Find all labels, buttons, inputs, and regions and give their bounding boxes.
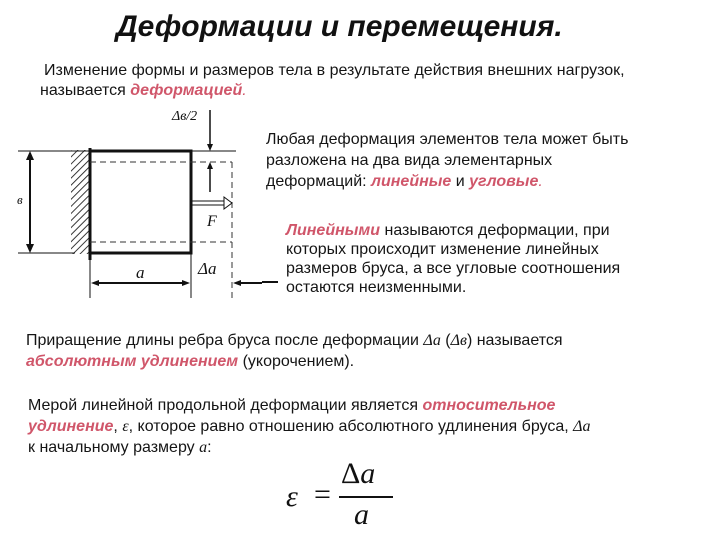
label-delta-b-half: Δв/2 [172, 109, 198, 124]
term-relative: относительное [422, 397, 556, 414]
wall-hatch [71, 150, 90, 254]
linear-line1-text: называются деформации, при [380, 222, 610, 239]
any-line-3 [266, 171, 628, 192]
increment-called: называется [472, 332, 563, 349]
term-absolute-elongation: абсолютным удлинением [26, 353, 239, 370]
delta-a-symbol: Δa [423, 332, 441, 349]
term-deformation: деформацией [130, 82, 243, 99]
measure-line2-text: , которое равно отношению абсолютного удлинения бруса, [128, 418, 574, 435]
any-period: . [538, 173, 543, 190]
increment-line-2 [26, 351, 563, 372]
label-b: в [17, 192, 23, 207]
any-line3-text: деформаций: [266, 173, 372, 190]
increment-line2-text: (укорочением). [238, 353, 355, 370]
linear-line-2: которых происходит изменение линейных [286, 241, 599, 258]
label-force-F: F [207, 213, 217, 230]
deformation-diagram [0, 100, 280, 300]
measure-comma: , [113, 418, 123, 435]
formula-denominator: a [354, 498, 369, 531]
measure-line-1 [28, 395, 591, 416]
a-symbol: a [199, 439, 208, 456]
formula-numerator [341, 457, 375, 491]
leader-line [262, 281, 278, 283]
any-line-1: Любая деформация элементов тела может быть [266, 131, 629, 148]
measure-colon: : [207, 439, 212, 456]
term-angular: угловые [469, 173, 539, 190]
term-linear-capital: Линейными [286, 222, 381, 239]
paren-open: ( [440, 332, 451, 349]
linear-line-1 [286, 221, 620, 240]
label-a: a [136, 263, 145, 282]
measure-line-2 [28, 416, 591, 437]
any-and: и [451, 173, 470, 190]
linear-line-4: остаются неизменными. [286, 279, 467, 296]
intro-line2-text: называется [40, 82, 131, 99]
formula-epsilon: ε [286, 480, 298, 513]
increment-line1-text: Приращение длины ребра бруса после деформации [26, 332, 424, 349]
measure-line1-text: Мерой линейной продольной деформации является [28, 397, 423, 414]
intro-paragraph [40, 61, 625, 101]
paren-close: ) [466, 332, 473, 349]
delta-a-symbol-2: Δa [573, 418, 591, 435]
term-linear: линейные [371, 173, 452, 190]
any-deformation-paragraph [266, 129, 628, 192]
formula-num-a: a [360, 457, 376, 490]
any-line-2: разложена на два вида элементарных [266, 152, 553, 169]
measure-line-3 [28, 437, 591, 458]
increment-line-1 [26, 330, 563, 351]
formula-delta: Δ [341, 457, 361, 490]
intro-line-1: Изменение формы и размеров тела в результате действия внешних нагрузок, [44, 62, 625, 79]
increment-paragraph [26, 330, 563, 372]
delta-b-symbol: Δв [450, 332, 467, 349]
linear-definition-paragraph [286, 221, 620, 297]
original-body [90, 151, 191, 253]
formula-equals: = [314, 478, 331, 511]
measure-line3-text: к начальному размеру [28, 439, 200, 456]
epsilon-symbol: ε [122, 418, 129, 435]
slide-title: Деформации и перемещения. [116, 10, 563, 43]
measure-paragraph [28, 395, 591, 458]
intro-line-2 [40, 81, 625, 101]
intro-period: . [242, 82, 247, 99]
label-delta-a: Δa [198, 259, 217, 278]
term-elongation: удлинение [28, 418, 114, 435]
linear-line-3: размеров бруса, а все угловые соотношения [286, 260, 621, 277]
